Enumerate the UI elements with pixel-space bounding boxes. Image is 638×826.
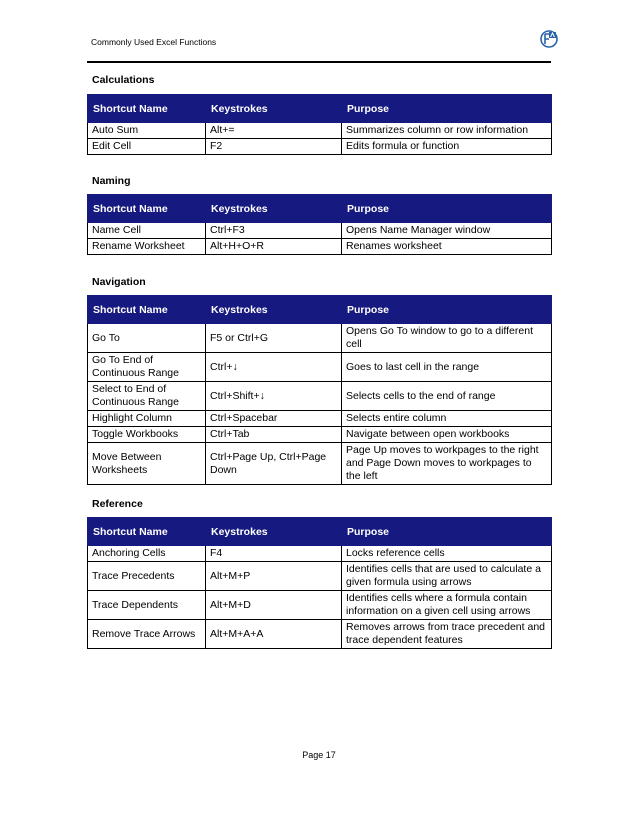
cell-keys: F2	[206, 139, 342, 155]
cell-purpose: Opens Name Manager window	[342, 223, 552, 239]
table-row	[88, 239, 552, 255]
navigation-table	[87, 295, 552, 485]
table-header-row	[88, 95, 552, 123]
column-header-keys: Keystrokes	[206, 195, 342, 223]
cell-keys: Ctrl+↓	[206, 353, 342, 382]
cell-name: Auto Sum	[88, 123, 206, 139]
table-row	[88, 427, 552, 443]
table-row	[88, 139, 552, 155]
column-header-purpose: Purpose	[342, 195, 552, 223]
cell-name: Rename Worksheet	[88, 239, 206, 255]
table-row	[88, 123, 552, 139]
cell-name: Highlight Column	[88, 411, 206, 427]
table-row	[88, 562, 552, 591]
section-title-reference: Reference	[92, 498, 143, 510]
cell-keys: Ctrl+Tab	[206, 427, 342, 443]
cell-purpose: Selects entire column	[342, 411, 552, 427]
cell-name: Remove Trace Arrows	[88, 620, 206, 649]
cell-keys: Alt+H+O+R	[206, 239, 342, 255]
cell-purpose: Navigate between open workbooks	[342, 427, 552, 443]
cell-name: Trace Dependents	[88, 591, 206, 620]
column-header-name: Shortcut Name	[88, 195, 206, 223]
cell-purpose: Removes arrows from trace precedent and trace dependent features	[342, 620, 552, 649]
table-row	[88, 324, 552, 353]
column-header-name: Shortcut Name	[88, 296, 206, 324]
cell-purpose: Goes to last cell in the range	[342, 353, 552, 382]
column-header-purpose: Purpose	[342, 296, 552, 324]
table-row	[88, 546, 552, 562]
cell-purpose: Renames worksheet	[342, 239, 552, 255]
table-row	[88, 353, 552, 382]
column-header-keys: Keystrokes	[206, 296, 342, 324]
cell-keys: Ctrl+Page Up, Ctrl+Page Down	[206, 443, 342, 485]
cell-purpose: Identifies cells where a formula contain information on a given cell using arrows	[342, 591, 552, 620]
table-row	[88, 620, 552, 649]
cell-name: Select to End of Continuous Range	[88, 382, 206, 411]
table-header-row	[88, 518, 552, 546]
section-title-naming: Naming	[92, 175, 131, 187]
cell-name: Move Between Worksheets	[88, 443, 206, 485]
cell-name: Go To End of Continuous Range	[88, 353, 206, 382]
cell-keys: Ctrl+F3	[206, 223, 342, 239]
table-header-row	[88, 296, 552, 324]
cell-name: Anchoring Cells	[88, 546, 206, 562]
column-header-name: Shortcut Name	[88, 518, 206, 546]
column-header-purpose: Purpose	[342, 518, 552, 546]
header-title: Commonly Used Excel Functions	[91, 37, 217, 47]
cell-name: Go To	[88, 324, 206, 353]
cell-purpose: Opens Go To window to go to a different cell	[342, 324, 552, 353]
page-number: Page 17	[302, 750, 336, 760]
calculations-table	[87, 94, 552, 155]
cell-purpose: Identifies cells that are used to calculate a given formula using arrows	[342, 562, 552, 591]
header-rule	[87, 61, 551, 63]
cell-keys: Alt+=	[206, 123, 342, 139]
cell-name: Edit Cell	[88, 139, 206, 155]
cell-purpose: Summarizes column or row information	[342, 123, 552, 139]
naming-table	[87, 194, 552, 255]
table-header-row	[88, 195, 552, 223]
cell-keys: Ctrl+Spacebar	[206, 411, 342, 427]
table-row	[88, 443, 552, 485]
cell-name: Trace Precedents	[88, 562, 206, 591]
cell-keys: F5 or Ctrl+G	[206, 324, 342, 353]
reference-table	[87, 517, 552, 649]
column-header-keys: Keystrokes	[206, 95, 342, 123]
logo-icon	[539, 29, 559, 49]
table-row	[88, 382, 552, 411]
cell-name: Name Cell	[88, 223, 206, 239]
section-title-calculations: Calculations	[92, 74, 155, 86]
cell-keys: Alt+M+D	[206, 591, 342, 620]
column-header-name: Shortcut Name	[88, 95, 206, 123]
cell-keys: Ctrl+Shift+↓	[206, 382, 342, 411]
cell-keys: Alt+M+P	[206, 562, 342, 591]
table-row	[88, 591, 552, 620]
table-row	[88, 223, 552, 239]
cell-keys: F4	[206, 546, 342, 562]
cell-purpose: Locks reference cells	[342, 546, 552, 562]
column-header-purpose: Purpose	[342, 95, 552, 123]
column-header-keys: Keystrokes	[206, 518, 342, 546]
table-row	[88, 411, 552, 427]
cell-purpose: Page Up moves to workpages to the right and Page Down moves to workpages to the left	[342, 443, 552, 485]
cell-keys: Alt+M+A+A	[206, 620, 342, 649]
cell-name: Toggle Workbooks	[88, 427, 206, 443]
cell-purpose: Edits formula or function	[342, 139, 552, 155]
section-title-navigation: Navigation	[92, 276, 146, 288]
cell-purpose: Selects cells to the end of range	[342, 382, 552, 411]
